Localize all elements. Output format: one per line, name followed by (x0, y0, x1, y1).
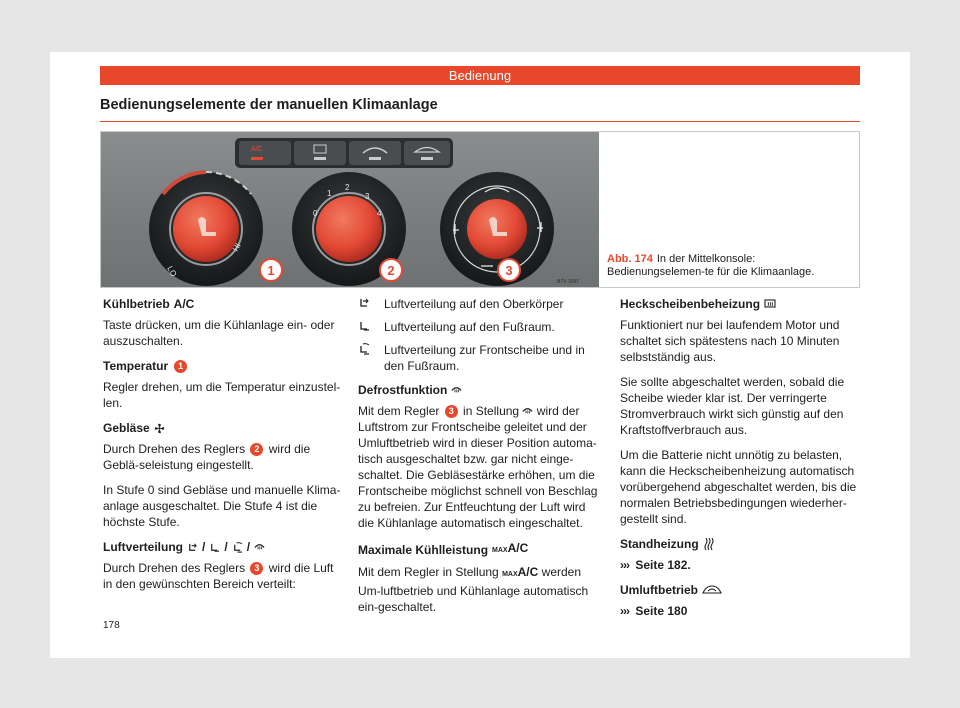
title-rule (100, 121, 860, 122)
callout-badge-1: 1 (174, 360, 187, 373)
callout-3 (498, 259, 520, 281)
auxiliary-heater-icon (703, 537, 715, 551)
geblaese-heading: Gebläse (103, 420, 343, 436)
umluft-heading: Umluftbetrieb (620, 582, 860, 598)
list-item (358, 296, 603, 313)
fan-scale-1: 1 (327, 189, 332, 198)
chevron-right-icon: ››› (620, 558, 629, 572)
heckscheibe-heading: Heckscheibenbeheizung (620, 296, 860, 312)
recirculation-button (404, 141, 450, 165)
callout-1 (260, 259, 282, 281)
air-distribution-knob (440, 172, 554, 286)
seat-footwell-icon (358, 320, 370, 332)
knob-label-hi: HI (230, 241, 243, 253)
recirculation-icon (702, 585, 722, 595)
max-ac-icon: MAXA/C (502, 565, 539, 579)
ac-button (239, 141, 291, 165)
ac-icon: A/C (173, 297, 195, 311)
seat-windscreen-footwell-icon (232, 542, 243, 553)
list-item-text: Luftverteilung auf den Fußraum. (384, 320, 555, 334)
temperatur-heading: Temperatur 1 (103, 358, 343, 374)
windscreen-defrost-icon (254, 542, 265, 553)
list-item-text: Luftverteilung zur Frontscheibe und in den Fußraum. (384, 343, 585, 373)
rear-defrost-button (294, 141, 346, 165)
defrost-heading: Defrostfunktion (358, 382, 603, 398)
chapter-header: Bedienung (100, 66, 860, 85)
front-defrost-button (349, 141, 401, 165)
list-item-text: Luftverteilung auf den Oberkörper (384, 297, 564, 311)
geblaese-text-2: In Stufe 0 sind Gebläse und manuelle Klima-anlage ausgeschaltet. Die Stufe 4 ist die höchste Stufe. (103, 483, 341, 529)
fan-icon (154, 423, 165, 434)
luftverteilung-heading: Luftverteilung / / / (103, 539, 343, 555)
callout-badge-2: 2 (250, 443, 263, 456)
climate-control-illustration (101, 132, 599, 287)
maxac-text: Mit dem Regler in Stellung MAXA/C werden Um-luftbetrieb und Kühlanlage automatisch ein-geschaltet. (358, 565, 589, 614)
defrost-text: Mit dem Regler 3 in Stellung wird der Luftstrom zur Frontscheibe geleitet und der Umluftbetrieb wird in dieser Position automa-tisch ausgeschaltet bzw. gar nicht einge-schaltet. Die Gebläsestärke erhöhen, um die Frontscheibe möglichst schnell von Beschlag zu befreien. Zur Entfeuchtung der Luft wird die Kühlanlage automatisch eingeschaltet. (358, 404, 598, 530)
figure-number: Abb. 174 (607, 253, 653, 265)
callout-badge-3: 3 (445, 405, 458, 418)
heckscheibe-text-2: Sie sollte abgeschaltet werden, sobald die Scheibe wieder klar ist. Der verringerte Stromverbrauch wirkt sich günstig auf den Kraftstoffverbrauch aus. (620, 375, 845, 437)
column-2 (358, 296, 603, 624)
figure-caption-text: In der Mittelkonsole: Bedienungselemen-te für die Klimaanlage. (607, 253, 815, 278)
windscreen-defrost-icon (522, 406, 533, 417)
ac-button-label: A/C (251, 146, 263, 153)
image-code: B7V-1097 (557, 279, 579, 285)
max-ac-icon: MAXA/C (492, 541, 529, 555)
svg-text:3: 3 (505, 263, 513, 278)
maxac-heading: Maximale Kühlleistung MAXA/C (358, 540, 603, 559)
list-item (358, 319, 603, 336)
fan-scale-0: 0 (313, 209, 318, 218)
temperature-knob (149, 172, 263, 286)
temperatur-text: Regler drehen, um die Temperatur einzustel-len. (103, 380, 341, 410)
callout-2 (380, 259, 402, 281)
seat-upper-body-icon (187, 542, 198, 553)
list-item (358, 342, 603, 374)
fan-scale-2: 2 (345, 183, 350, 192)
luftverteilung-text: Durch Drehen des Reglers 3 wird die Luft in den gewünschten Bereich verteilt: (103, 561, 334, 591)
fan-scale-4: 4 (377, 209, 382, 218)
seat-upper-body-icon (358, 297, 370, 309)
callout-badge-3: 3 (250, 562, 263, 575)
fan-scale-3: 3 (365, 192, 370, 201)
rear-window-heater-icon (764, 299, 776, 310)
heckscheibe-text-1: Funktioniert nur bei laufendem Motor und schaltet sich spätestens nach 10 Minuten selbstständig aus. (620, 318, 840, 364)
geblaese-text: Durch Drehen des Reglers 2 wird die Geblä-seleistung eingestellt. (103, 442, 311, 472)
section-title: Bedienungselemente der manuellen Klimaanlage (100, 97, 438, 113)
figure-caption (607, 253, 852, 279)
page-number: 178 (103, 620, 120, 631)
kuehlbetrieb-heading: Kühlbetrieb A/C (103, 297, 195, 311)
standheizung-heading: Standheizung (620, 536, 860, 552)
chevron-right-icon: ››› (620, 604, 629, 618)
kuehlbetrieb-text: Taste drücken, um die Kühlanlage ein- oder auszuschalten. (103, 318, 335, 348)
svg-text:1: 1 (267, 263, 275, 278)
seat-windscreen-footwell-icon (358, 343, 370, 355)
standheizung-link[interactable]: ››› Seite 182. (620, 558, 691, 572)
heckscheibe-text-3: Um die Batterie nicht unnötig zu belasten, kann die Heckscheibenheizung automatisch vorübergehend abgeschaltet werden, bis die normalen Betriebsbedingungen wiederher-gestellt sind. (620, 448, 857, 526)
svg-text:2: 2 (387, 263, 395, 278)
knob-label-lo: LO (165, 264, 179, 279)
column-3 (620, 296, 860, 628)
windscreen-defrost-icon (451, 385, 462, 396)
seat-footwell-icon (209, 542, 220, 553)
column-1 (103, 296, 343, 601)
umluft-link[interactable]: ››› Seite 180 (620, 604, 688, 618)
